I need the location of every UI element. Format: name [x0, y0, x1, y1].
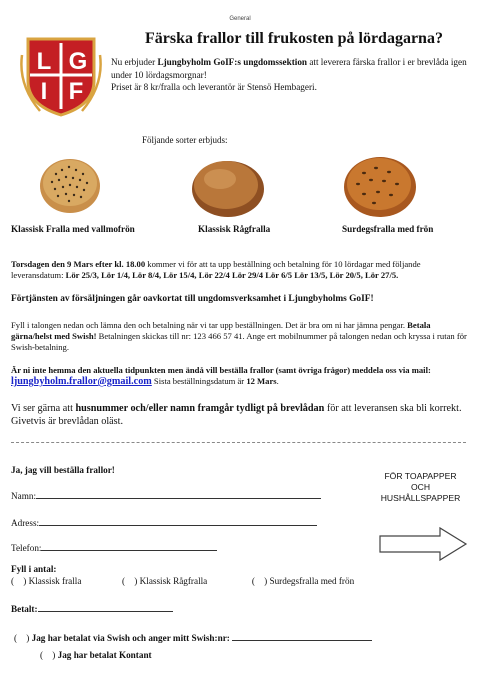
qty-classic[interactable]: ( ) Klassisk fralla [11, 576, 82, 586]
swish-row[interactable]: ( ) Jag har betalat via Swish och anger mitt Swish:nr: [14, 631, 372, 643]
name-label: Namn: [11, 491, 37, 501]
bread-name-rye: Klassisk Rågfralla [198, 224, 271, 234]
paper-note: FÖR TOAPAPPER OCH HUSHÅLLSPAPPER [380, 471, 461, 503]
club-logo [20, 35, 102, 119]
cash-row[interactable]: ( ) Jag har betalat Kontant [40, 650, 152, 660]
address-field[interactable] [39, 516, 317, 526]
mailbox-paragraph: Vi ser gärna att husnummer och/eller namn framgår tydligt på brevlådan för att leveransen ska bli korrekt. Givetvis är brevlådan oläst. [11, 403, 462, 427]
quantity-row [11, 576, 451, 586]
bread-image-poppy [38, 152, 102, 216]
contact-paragraph: Är ni inte hemma den aktuella tidpunkten men ändå vill beställa frallor (samt övriga frågor) meddela oss via mail: ljungbyholm.frallor@gmail.com Sista beställningsdatum är 12 Mars. [11, 365, 431, 387]
cut-line [11, 442, 466, 443]
profit-statement: Förtjänsten av försäljningen går oavkortat till ungdomsverksamhet i Ljungbyholms GoIF! [11, 294, 374, 304]
form-heading: Ja, jag vill beställa frallor! [11, 465, 115, 475]
bread-image-rye [190, 155, 266, 219]
address-label: Adress: [11, 518, 40, 528]
sorts-heading: Följande sorter erbjuds: [142, 135, 228, 145]
logo-letter-f: F [68, 78, 84, 105]
address-row [11, 516, 317, 528]
qty-rye[interactable]: ( ) Klassisk Rågfralla [122, 576, 208, 586]
bread-image-sourdough [342, 153, 418, 219]
name-field[interactable] [36, 489, 321, 499]
phone-row [11, 541, 217, 553]
classification-label: General [229, 16, 251, 22]
swish-label: Jag har betalat via Swish och anger mitt Swish:nr: [31, 633, 230, 643]
paid-row [11, 602, 173, 614]
intro-text: Nu erbjuder Ljungbyholm GoIF:s ungdomssektion att leverera färska frallor i er brevlåda igen under 10 lördagsmorgnar! Priset är 8 kr/fralla och leverantör är Stensö Hembageri. [111, 57, 467, 92]
price-line: Priset är 8 kr/fralla och leverantör är Stensö Hembageri. [111, 82, 317, 92]
delivery-paragraph: Torsdagen den 9 Mars efter kl. 18.00 kommer vi för att ta upp beställning och betalning för 10 lördagar med följande leveransdatum: Lör 25/3, Lör 1/4, Lör 8/4, Lör 15/4, Lör 22/4 Lör 29/4 Lör 6/5 Lör 13/5, Lör 20/5, Lör 27/5. [11, 259, 421, 280]
name-row [11, 489, 321, 501]
phone-label: Telefon: [11, 543, 42, 553]
qty-sourdough[interactable]: ( ) Surdegsfralla med frön [251, 576, 355, 586]
bread-name-poppy: Klassisk Fralla med vallmofrön [11, 224, 135, 234]
logo-letter-i: I [40, 78, 48, 105]
page-title: Färska frallor till frukosten på lördagarna? [145, 30, 443, 47]
paid-field[interactable] [38, 602, 173, 612]
payment-paragraph: Fyll i talongen nedan och lämna den och betalning när vi tar upp beställningen. Det är bra om ni har jämna pengar. Betala gärna/helst med Swish! Betalningen skickas till nr: 123 466 57 41. Ange ert mobilnummer på talongen nedan och kryssa i rutan för Swish-betalning. [11, 320, 467, 352]
swish-number-field[interactable] [232, 631, 372, 641]
cash-label: Jag har betalat Kontant [57, 650, 152, 660]
bread-name-sourdough: Surdegsfralla med frön [342, 224, 434, 234]
arrow-right-icon [378, 524, 470, 564]
paid-label: Betalt: [11, 604, 38, 614]
logo-letter-g: G [68, 48, 88, 75]
quantity-heading: Fyll i antal: [11, 564, 57, 574]
phone-field[interactable] [41, 541, 217, 551]
email-link[interactable]: ljungbyholm.frallor@gmail.com [11, 376, 152, 387]
logo-letter-l: L [36, 48, 52, 75]
